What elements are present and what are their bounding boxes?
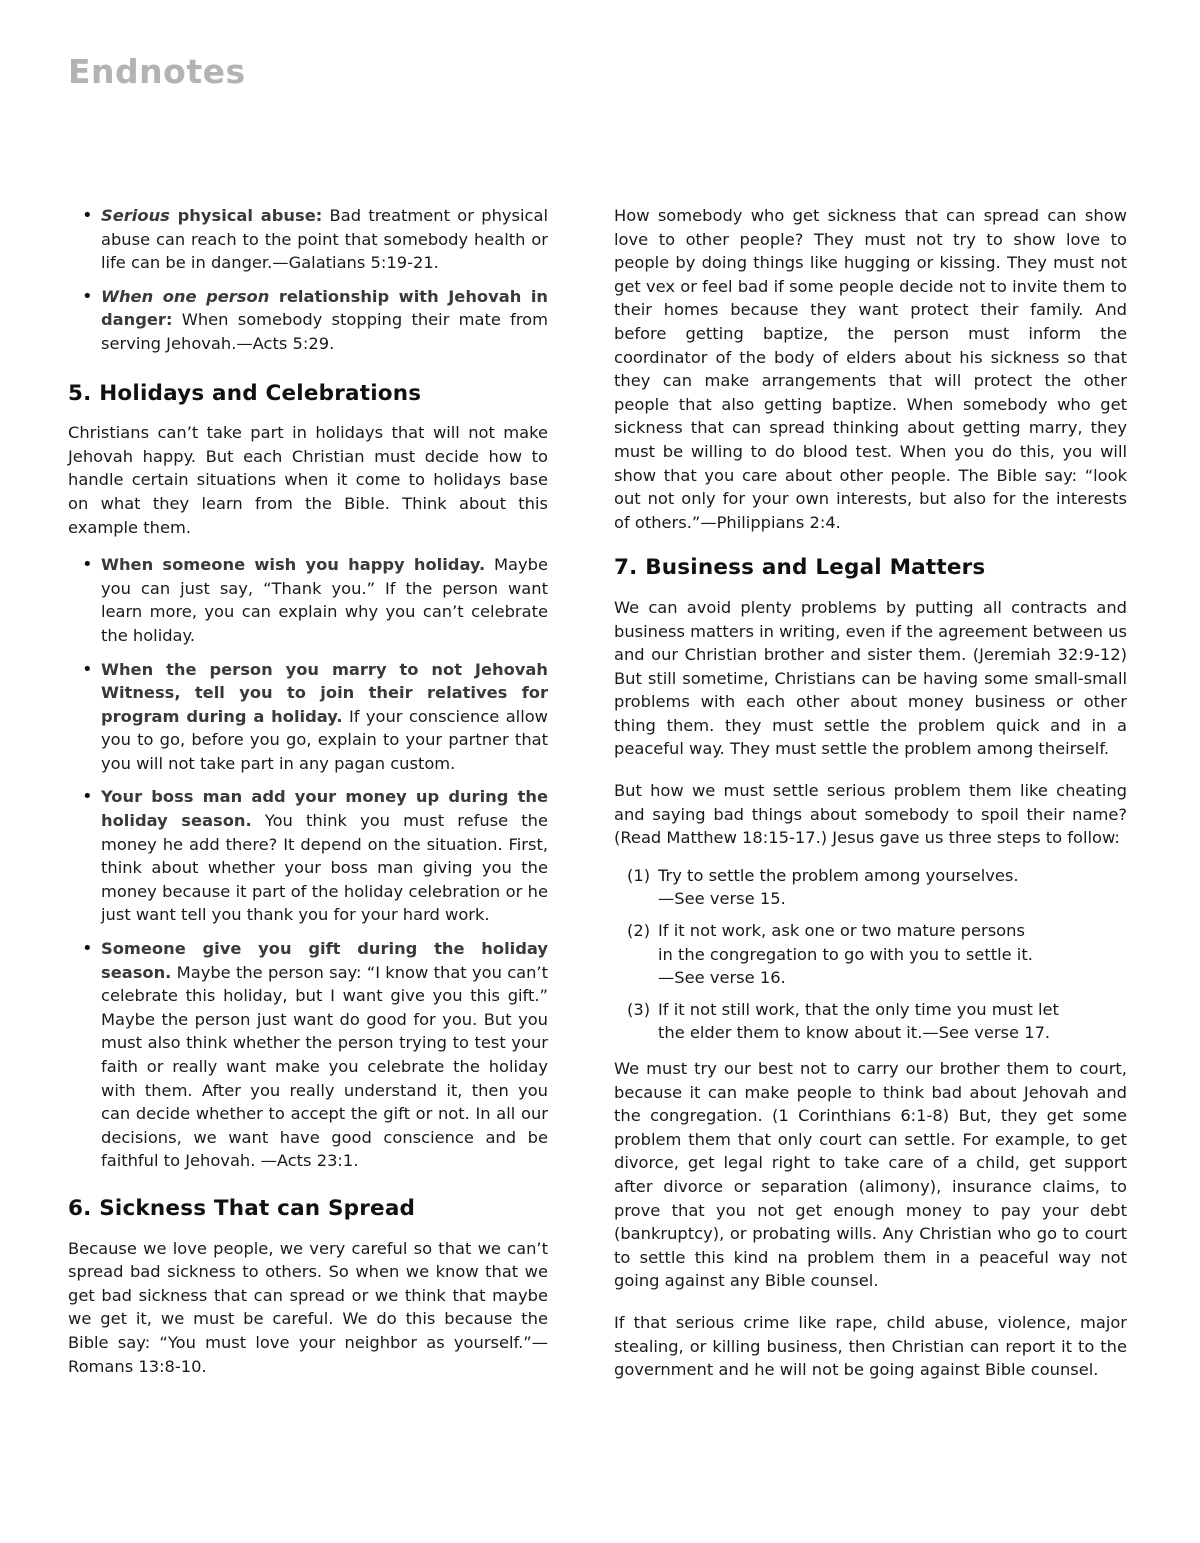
sickness-continued-paragraph: How somebody who get sickness that can spread can show love to other people? They must not try to show love to people by doing things like hugging or kissing. They must not get vex or feel bad if some people decide not to invite them to their homes because they want protect their family. And before getting baptize, the person must inform the coordinator of the body of elders about his sickness so that they can make arrangements that will protect the other people that also getting baptize. When somebody who get sickness that can spread thinking about getting marry, they must be willing to do blood test. When you do this, you will show that you care about other people. The Bible say: “look out not only for your own interests, but also for the interests of others.”—Philippians 2:4. (614, 206, 1127, 532)
bullet-lead: Someone give you gift during the holiday season. (101, 939, 548, 982)
abuse-bullet-list (68, 204, 548, 356)
step-text: —See verse 16. (658, 968, 786, 988)
list-item (68, 937, 548, 1173)
bullet-text: If your conscience allow you to go, before you go, explain to your partner that you will not take part in any pagan custom. (101, 706, 549, 773)
page-title: Endnotes (68, 52, 246, 91)
business-paragraph-4: If that serious crime like rape, child abuse, violence, major stealing, or killing business, then Christian can report it to the government and he will not be going against Bible counsel. (614, 1312, 1127, 1380)
list-item (614, 919, 1127, 990)
bullet-lead: Your boss man add your money up during the holiday season. (101, 787, 548, 831)
business-paragraph-1: We can avoid plenty problems by putting all contracts and business matters in writing, even if the agreement between us and our Christian brother and sister them. (Jeremiah 32:9-12) But still sometime, Christians can be having some small-small problems with each other about money business or other thing them. they must settle the problem quick and in a peaceful way. They must settle the problem among theirself. (614, 597, 1127, 759)
step-text: in the congregation to go with you to settle it. (658, 944, 1033, 964)
bullet-text: Maybe the person say: “I know that you can’t celebrate this holiday, but I want give you this gift.” Maybe the person just want do good for you. But you must also think whether the person trying to test your faith or really want make you celebrate the holiday with them. After you really understand it, then you can decide whether to accept the gift or not. In all our decisions, we want have good conscience and be faithful to Jehovah. —Acts 23:1. (101, 962, 548, 1171)
bullet-lead-italic: When one person (101, 286, 270, 306)
list-item (68, 553, 548, 647)
list-item (68, 285, 548, 356)
step-text: If it not work, ask one or two mature persons (658, 921, 1025, 941)
bullet-text: Maybe you can just say, “Thank you.” If the person want learn more, you can explain why you can’t celebrate the holiday. (101, 555, 549, 645)
section-heading-business: 7. Business and Legal Matters (614, 555, 986, 581)
bullet-lead-italic: Serious (101, 206, 170, 225)
bullet-text: Bad treatment or physical abuse can reach to the point that somebody health or life can be in danger.—Galatians 5:19-21. (101, 206, 548, 273)
bullet-text: When somebody stopping their mate from serving Jehovah.—Acts 5:29. (101, 310, 548, 353)
bullet-lead: When the person you marry to not Jehovah Witness, tell you to join their relatives for program during a holiday. (101, 659, 548, 726)
business-paragraph-2: But how we must settle serious problem them like cheating and saying bad things about somebody to spoil their name? (Read Matthew 18:15-17.) Jesus gave us three steps to follow: (614, 781, 1127, 848)
left-column (68, 204, 548, 1392)
list-item (68, 204, 548, 275)
step-text: —See verse 15. (658, 889, 786, 909)
bullet-lead-bold: physical abuse: (169, 206, 323, 225)
step-text: the elder them to know about it.—See verse 17. (658, 1023, 1051, 1043)
sickness-paragraph: Because we love people, we very careful so that we can’t spread bad sickness to others. So when we know that we get bad sickness that can spread or we think that maybe we get it, we must be careful. We do this because the Bible say: “You must love your neighbor as yourself.”—Romans 13:8-10. (68, 1238, 548, 1376)
bullet-lead (101, 206, 322, 225)
list-item (68, 785, 548, 927)
right-column (614, 204, 1127, 1396)
step-number: (2) (627, 921, 651, 941)
step-number: (3) (627, 999, 651, 1019)
holidays-intro-paragraph: Christians can’t take part in holidays that will not make Jehovah happy. But each Christian must decide how to handle certain situations when it come to holidays base on what they learn from the Bible. Think about this example them. (68, 423, 548, 537)
step-text: If it not still work, that the only time you must let (658, 999, 1059, 1019)
list-item (614, 998, 1127, 1045)
list-item (68, 658, 548, 776)
section-heading-sickness: 6. Sickness That can Spread (68, 1195, 416, 1221)
bullet-text: You think you must refuse the money he add there? It depend on the situation. First, think about whether your boss man giving you the money because it part of the holiday celebration or he just want tell you thank you for your hard work. (101, 811, 549, 925)
business-paragraph-3: We must try our best not to carry our brother them to court, because it can make people to think bad about Jehovah and the congregation. (1 Corinthians 6:1-8) But, they get some problem them that only court can settle. For example, to get divorce, get legal right to take care of a child, get support after divorce or separation (alimony), insurance claims, to prove that you not get enough money to pay your debt (bankruptcy), or probating wills. Any Christian who go to court to settle this kind na problem them in a peaceful way not going against any Bible counsel. (614, 1059, 1127, 1291)
list-item (614, 864, 1127, 911)
holiday-bullet-list (68, 553, 548, 1173)
bullet-lead: When someone wish you happy holiday. (101, 555, 486, 575)
steps-list (614, 864, 1127, 1045)
section-heading-holidays: 5. Holidays and Celebrations (68, 380, 422, 406)
step-number: (1) (627, 865, 651, 885)
bullet-lead-bold: relationship with Jehovah in danger: (101, 286, 549, 330)
step-text: Try to settle the problem among yourselves. (658, 865, 1019, 885)
